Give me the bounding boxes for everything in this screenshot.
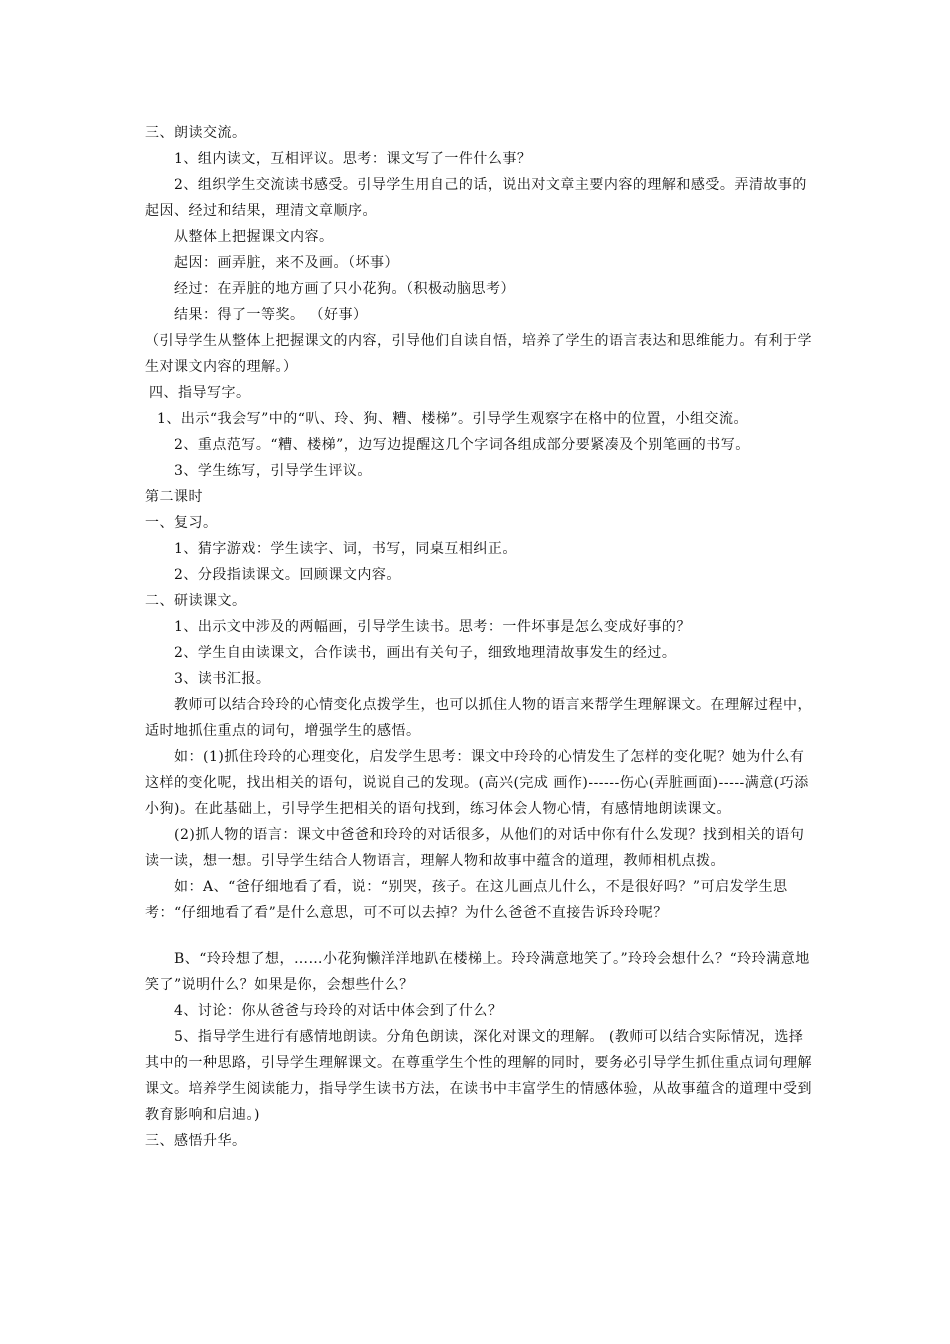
heading-second-lesson: 第二课时	[145, 489, 203, 505]
paragraph: 如：(1)抓住玲玲的心理变化，启发学生思考：课文中玲玲的心情发生了怎样的变化呢？她为什么有这样的变化呢，找出相关的语句，说说自己的发现。(高兴(完成 画作)------伤心(弄脏画面)-----满意(巧添小狗)。在此基础上，引导学生把相关的语句找到，练习体会人物心情，有感情地朗读课文。	[145, 749, 809, 817]
paragraph: 2、组织学生交流读书感受。引导学生用自己的话，说出对文章主要内容的理解和感受。弄清故事的起因、经过和结果，理清文章顺序。	[145, 177, 807, 219]
paragraph: 起因：画弄脏，来不及画。（坏事）	[174, 255, 399, 271]
paragraph: 1、出示“我会写”中的“叭、玲、狗、糟、楼梯”。引导学生观察字在格中的位置，小组交流。	[157, 411, 749, 427]
heading-read-exchange: 三、朗读交流。	[145, 125, 247, 141]
blank-line	[145, 926, 815, 946]
heading-writing: 四、指导写字。	[149, 385, 251, 401]
paragraph: 2、学生自由读课文，合作读书，画出有关句子，细致地理清故事发生的经过。	[174, 645, 677, 661]
paragraph: 4、讨论：你从爸爸与玲玲的对话中体会到了什么？	[174, 1003, 503, 1019]
heading-review: 一、复习。	[145, 515, 218, 531]
paragraph-note: （引导学生从整体上把握课文的内容，引导他们自读自悟，培养了学生的语言表达和思维能力。有利于学生对课文内容的理解。）	[145, 333, 812, 375]
paragraph: 2、重点范写。“糟、楼梯”，边写边提醒这几个字词各组成部分要紧凑及个别笔画的书写。	[174, 437, 750, 453]
paragraph: 2、分段指读课文。回顾课文内容。	[174, 567, 401, 583]
paragraph: 教师可以结合玲玲的心情变化点拨学生，也可以抓住人物的语言来帮学生理解课文。在理解过程中，适时地抓住重点的词句，增强学生的感悟。	[145, 697, 812, 739]
paragraph: 1、出示文中涉及的两幅画，引导学生读书。思考：一件坏事是怎么变成好事的？	[174, 619, 691, 635]
heading-study-text: 二、研读课文。	[145, 593, 247, 609]
paragraph: B、“玲玲想了想，……小花狗懒洋洋地趴在楼梯上。玲玲满意地笑了。”玲玲会想什么？“玲玲满意地笑了”说明什么？如果是你，会想些什么？	[145, 951, 810, 993]
paragraph: 3、学生练写，引导学生评议。	[174, 463, 372, 479]
paragraph: 经过：在弄脏的地方画了只小花狗。（积极动脑思考）	[174, 281, 515, 297]
paragraph: 结果：得了一等奖。 （好事）	[174, 307, 368, 323]
paragraph: 5、指导学生进行有感情地朗读。分角色朗读，深化对课文的理解。 (教师可以结合实际情况，选择其中的一种思路，引导学生理解课文。在尊重学生个性的理解的同时，要务必引导学生抓住重点词句理解课文。培养学生阅读能力，指导学生读书方法，在读书中丰富学生的情感体验，从故事蕴含的道理中受到教育影响和启迪。)	[145, 1029, 812, 1123]
heading-sublimation: 三、感悟升华。	[145, 1133, 247, 1149]
paragraph: 1、猜字游戏：学生读字、词，书写，同桌互相纠正。	[174, 541, 517, 557]
paragraph: 1、组内读文，互相评议。思考：课文写了一件什么事？	[174, 151, 532, 167]
paragraph: (2)抓人物的语言：课文中爸爸和玲玲的对话很多，从他们的对话中你有什么发现？找到相关的语句读一读，想一想。引导学生结合人物语言，理解人物和故事中蕴含的道理，教师相机点拨。	[145, 827, 805, 869]
paragraph: 如：A、“爸仔细地看了看，说：“别哭，孩子。在这儿画点儿什么，不是很好吗？”可启发学生思考：“仔细地看了看”是什么意思，可不可以去掉？为什么爸爸不直接告诉玲玲呢？	[145, 879, 788, 921]
document-body	[145, 120, 815, 1154]
paragraph: 从整体上把握课文内容。	[174, 229, 334, 245]
paragraph: 3、读书汇报。	[174, 671, 271, 687]
